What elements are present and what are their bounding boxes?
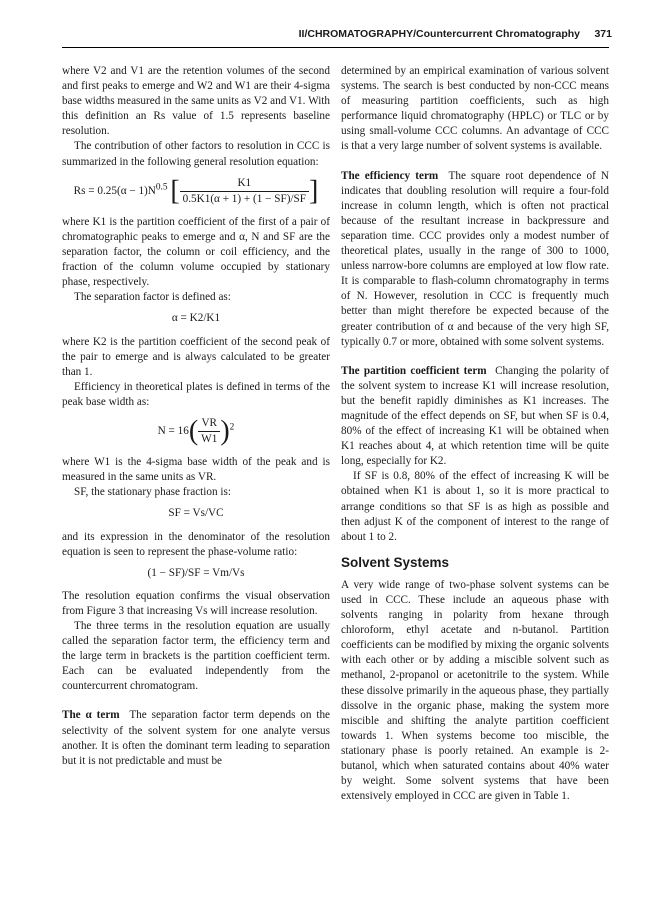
- stationary-phase-equation: SF = Vs/VC: [168, 507, 224, 520]
- paragraph: The three terms in the resolution equation are usually called the separation factor term, the efficiency term and the large term in brackets is the partition coefficient term. Each can be evaluated independently from the countercurrent chromatogram.: [62, 620, 330, 693]
- paragraph: where V2 and V1 are the retention volumes of the second and first peaks to emerge and W2 and W1 are their 4-sigma base widths measured in the same units as V2 and V1. With this definition an Rs value of 1.5 represents baseline resolution.: [62, 65, 330, 138]
- resolution-equation: $Rs = 0.25(\alpha - 1)N^{0.5}$ [ $\frac{K1}{0.5K1(\alpha + 1) + (1 - SF)/SF}$ ]: [73, 175, 319, 207]
- paragraph: determined by an empirical examination of various solvent systems. The search is best conducted by non-CCC means of measuring partition coefficients, such as high performance liquid chromatography (HPLC) or TLC or by using small-volume CCC columns. An advantage of CCC is that a very large number of solvent systems is available.: [341, 65, 609, 153]
- right-column: [341, 64, 609, 804]
- paragraph: The resolution equation confirms the visual observation from Figure 3 that increasing Vs will increase resolution.: [62, 589, 330, 617]
- paragraph: and its expression in the denominator of the resolution equation is seen to represent the phase-volume ratio:: [62, 530, 330, 558]
- paragraph: The partition coefficient term Changing the polarity of the solvent system to increase K1 will increase resolution, but the benefit rapidly diminishes as K1 increases. The magnitude of the effect depends on SF, but when SF is 0.4, 80% of the effect of increasing K1 will be obtained when K1 reaches about 4, at which retention time will be quite long, especially for K2.: [341, 364, 610, 468]
- separation-factor-equation: α = K2/K1: [171, 312, 221, 325]
- run-in-heading: The efficiency term: [341, 169, 439, 182]
- paragraph: where K1 is the partition coefficient of the first of a pair of chromatographic peaks to emerge and α, N and SF are the separation factor, the column or coil efficiency, and the fraction of the column volume occupied by stationary phase, respectively.: [62, 215, 330, 289]
- equation-exponent: 0.5: [155, 182, 168, 193]
- paragraph: A very wide range of two-phase solvent systems can be used in CCC. These include an aqueous phase with solvents ranging in polarity from hexane through chloroform, ethyl acetate and n-butanol. Partition coefficients can be modified by mixing the organic solvents with each other or by adding a miscible solvent such as methanol, 2-propanol or acetonitrile to the system. While these dissolve primarily in the aqueous phase, they partially dissolve in the organic phase, making the system more miscible and shifting the analyte partition coefficient towards 1. When systems become too miscible, the stationary phase is poorly retained. An example is 2-butanol, which when saturated contains about 40% water by weight. Some solvent systems that have been extensively employed in CCC are given in Table 1.: [341, 578, 609, 803]
- paragraph: Efficiency in theoretical plates is defined in terms of the peak base width as:: [62, 380, 330, 408]
- equation-denominator: W1: [201, 433, 218, 446]
- paragraph: The separation factor is defined as:: [74, 291, 231, 304]
- equation-lhs: Rs = 0.25(α − 1)N: [73, 184, 156, 197]
- paragraph: SF, the stationary phase fraction is:: [74, 486, 231, 499]
- section-heading: Solvent Systems: [341, 554, 450, 570]
- paragraph: The efficiency term The square root dependence of N indicates that doubling resolution will require a four-fold increase in column length, which is often not practical because of the resultant increase in backpressure and separation time. CCC provides only a modest number of theoretical plates, usually in the range of 300 to 1000, unless narrow-bore columns are employed at low flow rate. It is comparable to flash-column chromatography in terms of N. However, resolution in CCC is frequently much better than might therefore be expected because of the greater contribution of α and because of the very high SF, typically 0.7 or more, obtained with some solvent systems.: [341, 169, 610, 348]
- equation-numerator: K1: [180, 176, 309, 192]
- run-in-heading: The partition coefficient term: [341, 364, 487, 377]
- header-title: II/CHROMATOGRAPHY/Countercurrent Chromatography: [298, 28, 580, 40]
- equation-lhs: N = 16: [157, 425, 189, 438]
- paragraph: If SF is 0.8, 80% of the effect of increasing K will be obtained when K1 is about 1, so it is more practical to arrange conditions so that SF is as high as possible and then adjust K of the component of interest to the range of about 1 to 2.: [341, 470, 609, 543]
- header-rule: [62, 47, 609, 48]
- phase-volume-equation: (1 − SF)/SF = Vm/Vs: [147, 566, 245, 579]
- paragraph: where W1 is the 4-sigma base width of the peak and is measured in the same units as VR.: [62, 456, 330, 484]
- efficiency-equation: N = 16( $\frac{VR}{W1}$ )$^2$: [157, 415, 235, 447]
- run-in-heading: The α term: [62, 709, 120, 722]
- paragraph: The contribution of other factors to resolution in CCC is summarized in the following general resolution equation:: [62, 140, 330, 168]
- left-column: [62, 64, 330, 769]
- running-header: [0, 28, 668, 42]
- page-number: 371: [594, 28, 612, 40]
- equation-numerator: VR: [198, 416, 220, 432]
- equation-exponent: 2: [229, 422, 235, 433]
- paragraph: where K2 is the partition coefficient of the second peak of the pair to emerge and is always calculated to be greater than 1.: [62, 335, 330, 378]
- equation-denominator: 0.5K1(α + 1) + (1 − SF)/SF: [182, 192, 306, 205]
- paragraph: The α term The separation factor term depends on the selectivity of the solvent system for one analyte versus another. It is often the dominant term leading to separation but it is not predictable and must be: [62, 709, 331, 767]
